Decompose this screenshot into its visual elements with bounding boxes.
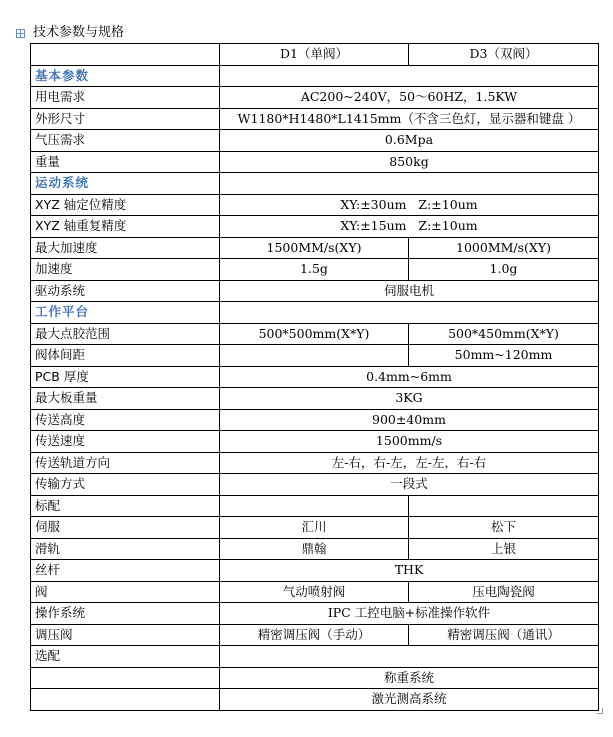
row-value: 激光测高系统 <box>220 689 599 711</box>
row-label: 调压阀 <box>31 624 220 646</box>
table-row <box>31 624 599 646</box>
row-label: 传送速度 <box>31 431 220 453</box>
row-label: 传输方式 <box>31 474 220 496</box>
row-label: 外形尺寸 <box>31 108 220 130</box>
row-value: 3KG <box>220 388 599 410</box>
row-value: 伺服电机 <box>220 280 599 302</box>
section-basic: 基本参数 <box>31 65 220 87</box>
table-end-mark <box>597 708 603 714</box>
section-row <box>31 302 599 324</box>
row-value: 左-右，右-左，左-左，右-右 <box>220 452 599 474</box>
section-motion: 运动系统 <box>31 173 220 195</box>
d3-value: 50mm~120mm <box>409 345 599 367</box>
row-value: XY:±30um Z:±10um <box>220 194 599 216</box>
d1-value: 汇川 <box>220 517 409 539</box>
table-row <box>31 323 599 345</box>
table-row <box>31 409 599 431</box>
row-value: 1500mm/s <box>220 431 599 453</box>
row-label: 伺服 <box>31 517 220 539</box>
d1-value: 500*500mm(X*Y) <box>220 323 409 345</box>
table-row <box>31 108 599 130</box>
column-header-d3: D3（双阀） <box>409 44 599 66</box>
row-value: 850kg <box>220 151 599 173</box>
column-header-d1: D1（单阀） <box>220 44 409 66</box>
table-row <box>31 667 599 689</box>
d3-value: 1000MM/s(XY) <box>409 237 599 259</box>
d3-value: 1.0g <box>409 259 599 281</box>
table-row <box>31 581 599 603</box>
d1-value <box>220 345 409 367</box>
table-row <box>31 517 599 539</box>
empty-cell <box>220 646 599 668</box>
empty-cell <box>220 495 409 517</box>
table-row <box>31 151 599 173</box>
table-row <box>31 280 599 302</box>
empty-cell <box>409 495 599 517</box>
section-row <box>31 173 599 195</box>
d3-value: 松下 <box>409 517 599 539</box>
row-value: 0.4mm~6mm <box>220 366 599 388</box>
table-row <box>31 603 599 625</box>
row-label: XYZ 轴重复精度 <box>31 216 220 238</box>
row-value: 900±40mm <box>220 409 599 431</box>
section-filler <box>220 65 599 87</box>
table-row <box>31 345 599 367</box>
table-row <box>31 474 599 496</box>
table-anchor-icon[interactable] <box>16 29 25 38</box>
empty-cell <box>31 689 220 711</box>
row-label: 加速度 <box>31 259 220 281</box>
table-row <box>31 216 599 238</box>
row-label: 重量 <box>31 151 220 173</box>
row-value: AC200~240V，50～60HZ，1.5KW <box>220 87 599 109</box>
table-row <box>31 44 599 66</box>
section-filler <box>220 173 599 195</box>
d3-value: 上银 <box>409 538 599 560</box>
row-value: 0.6Mpa <box>220 130 599 152</box>
table-row <box>31 259 599 281</box>
row-label: 最大板重量 <box>31 388 220 410</box>
d3-value: 500*450mm(X*Y) <box>409 323 599 345</box>
row-label: 滑轨 <box>31 538 220 560</box>
d1-value: 气动喷射阀 <box>220 581 409 603</box>
row-label: 用电需求 <box>31 87 220 109</box>
row-label: 驱动系统 <box>31 280 220 302</box>
section-filler <box>220 302 599 324</box>
table-row <box>31 237 599 259</box>
section-platform: 工作平台 <box>31 302 220 324</box>
table-row <box>31 130 599 152</box>
row-label: XYZ 轴定位精度 <box>31 194 220 216</box>
table-row <box>31 646 599 668</box>
row-label: 传送轨道方向 <box>31 452 220 474</box>
row-label: PCB 厚度 <box>31 366 220 388</box>
table-row <box>31 194 599 216</box>
row-value: IPC 工控电脑+标准操作软件 <box>220 603 599 625</box>
table-row <box>31 495 599 517</box>
row-label: 选配 <box>31 646 220 668</box>
row-value: THK <box>220 560 599 582</box>
spec-table <box>30 43 599 711</box>
row-label: 丝杆 <box>31 560 220 582</box>
d1-value: 1500MM/s(XY) <box>220 237 409 259</box>
table-caption: 技术参数与规格 <box>33 25 125 40</box>
corner-cell <box>31 44 220 66</box>
empty-cell <box>31 667 220 689</box>
row-label: 阀体间距 <box>31 345 220 367</box>
row-label: 最大加速度 <box>31 237 220 259</box>
row-value: 一段式 <box>220 474 599 496</box>
d1-value: 精密调压阀（手动） <box>220 624 409 646</box>
d3-value: 精密调压阀（通讯） <box>409 624 599 646</box>
table-row <box>31 560 599 582</box>
d1-value: 鼎翰 <box>220 538 409 560</box>
row-value: W1180*H1480*L1415mm（不含三色灯，显示器和键盘 ） <box>220 108 599 130</box>
row-label: 最大点胶范围 <box>31 323 220 345</box>
table-row <box>31 87 599 109</box>
d3-value: 压电陶瓷阀 <box>409 581 599 603</box>
row-label: 操作系统 <box>31 603 220 625</box>
row-label: 气压需求 <box>31 130 220 152</box>
table-row <box>31 538 599 560</box>
row-value: 称重系统 <box>220 667 599 689</box>
row-label: 阀 <box>31 581 220 603</box>
table-row <box>31 388 599 410</box>
row-value: XY:±15um Z:±10um <box>220 216 599 238</box>
table-row <box>31 366 599 388</box>
d1-value: 1.5g <box>220 259 409 281</box>
table-row <box>31 689 599 711</box>
table-row <box>31 452 599 474</box>
row-label: 标配 <box>31 495 220 517</box>
section-row <box>31 65 599 87</box>
table-row <box>31 431 599 453</box>
row-label: 传送高度 <box>31 409 220 431</box>
